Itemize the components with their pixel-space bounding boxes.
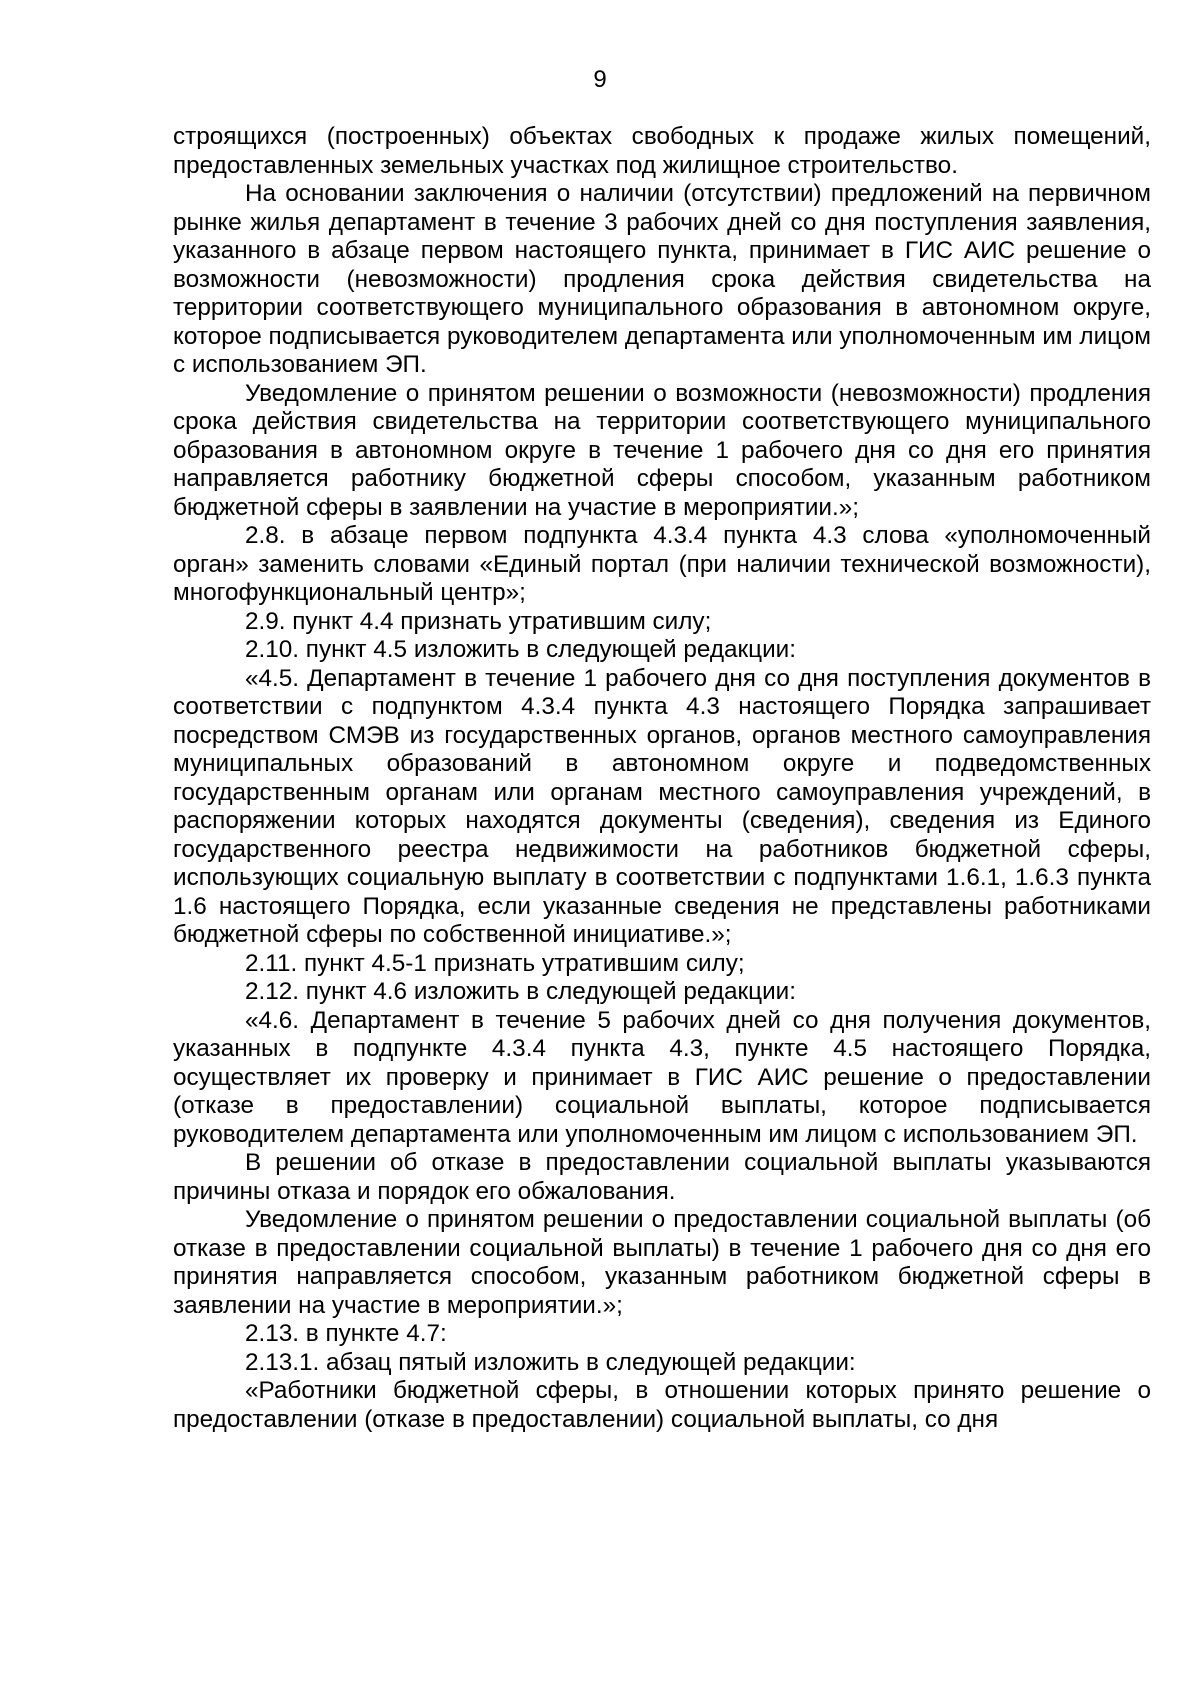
paragraph-item-2-10: 2.10. пункт 4.5 изложить в следующей редакции: xyxy=(245,636,796,663)
paragraph-continuation: строящихся (построенных) объектах свободных к продаже жилых помещений, предоставленных земельных участках под жилищное строительство. xyxy=(173,123,1151,179)
paragraph-conclusion-decision: На основании заключения о наличии (отсутствии) предложений на первичном рынке жилья департамент в течение 3 рабочих дней со дня поступления заявления, указанного в абзаце первом настоящего пункта, принимает в ГИС АИС решение о возможности (невозможности) продления срока действия свидетельства на территории соответствующего муниципального образования в автономном округе, которое подписывается руководителем департамента или уполномоченным им лицом с использованием ЭП. xyxy=(173,180,1151,378)
paragraph-decision-notification: Уведомление о принятом решении о предоставлении социальной выплаты (об отказе в предоставлении социальной выплаты) в течение 1 рабочего дня со дня его принятия направляется способом, указанным работником бюджетной сферы в заявлении на участие в мероприятии.»; xyxy=(173,1206,1151,1319)
paragraph-item-2-9: 2.9. пункт 4.4 признать утратившим силу; xyxy=(245,607,712,635)
paragraph-notification-extension: Уведомление о принятом решении о возможности (невозможности) продления срока действия свидетельства на территории соответствующего муниципального образования в автономном округе в течение 1 рабочего дня со дня его принятия направляется работнику бюджетной сферы способом, указанным работником бюджетной сферы в заявлении на участие в мероприятии.»; xyxy=(173,379,1151,521)
paragraph-clause-4-5: «4.5. Департамент в течение 1 рабочего дня со дня поступления документов в соответствии с подпунктом 4.3.4 пункта 4.3 настоящего Порядка запрашивает посредством СМЭВ из государственных органов, органов местного самоуправления муниципальных образований в автономном округе и подведомственных государственным органам или органам местного самоуправления учреждений, в распоряжении которых находятся документы (сведения), сведения из Единого государственного реестра недвижимости на работников бюджетной сферы, использующих социальную выплату в соответствии с подпунктами 1.6.1, 1.6.3 пункта 1.6 настоящего Порядка, если указанные сведения не представлены работниками бюджетной сферы по собственной инициативе.»; xyxy=(173,664,1151,948)
document-body xyxy=(173,123,1151,1434)
paragraph-item-2-8: 2.8. в абзаце первом подпункта 4.3.4 пункта 4.3 слова «уполномоченный орган» заменить словами «Единый портал (при наличии технической возможности), многофункциональный центр»; xyxy=(173,522,1151,606)
paragraph-new-wording: «Работники бюджетной сферы, в отношении которых принято решение о предоставлении (отказе в предоставлении) социальной выплаты, со дня xyxy=(173,1377,1151,1433)
page-number: 9 xyxy=(593,66,607,93)
paragraph-item-2-11: 2.11. пункт 4.5-1 признать утратившим силу; xyxy=(245,949,745,977)
paragraph-clause-4-6: «4.6. Департамент в течение 5 рабочих дней со дня получения документов, указанных в подпункте 4.3.4 пункта 4.3, пункте 4.5 настоящего Порядка, осуществляет их проверку и принимает в ГИС АИС решение о предоставлении (отказе в предоставлении) социальной выплаты, которое подписывается руководителем департамента или уполномоченным им лицом с использованием ЭП. xyxy=(173,1006,1151,1148)
paragraph-item-2-13-1: 2.13.1. абзац пятый изложить в следующей редакции: xyxy=(245,1348,856,1376)
paragraph-refusal-reasons: В решении об отказе в предоставлении социальной выплаты указываются причины отказа и порядок его обжалования. xyxy=(173,1149,1151,1205)
paragraph-item-2-12: 2.12. пункт 4.6 изложить в следующей редакции: xyxy=(245,978,796,1005)
paragraph-item-2-13: 2.13. в пункте 4.7: xyxy=(245,1320,447,1347)
